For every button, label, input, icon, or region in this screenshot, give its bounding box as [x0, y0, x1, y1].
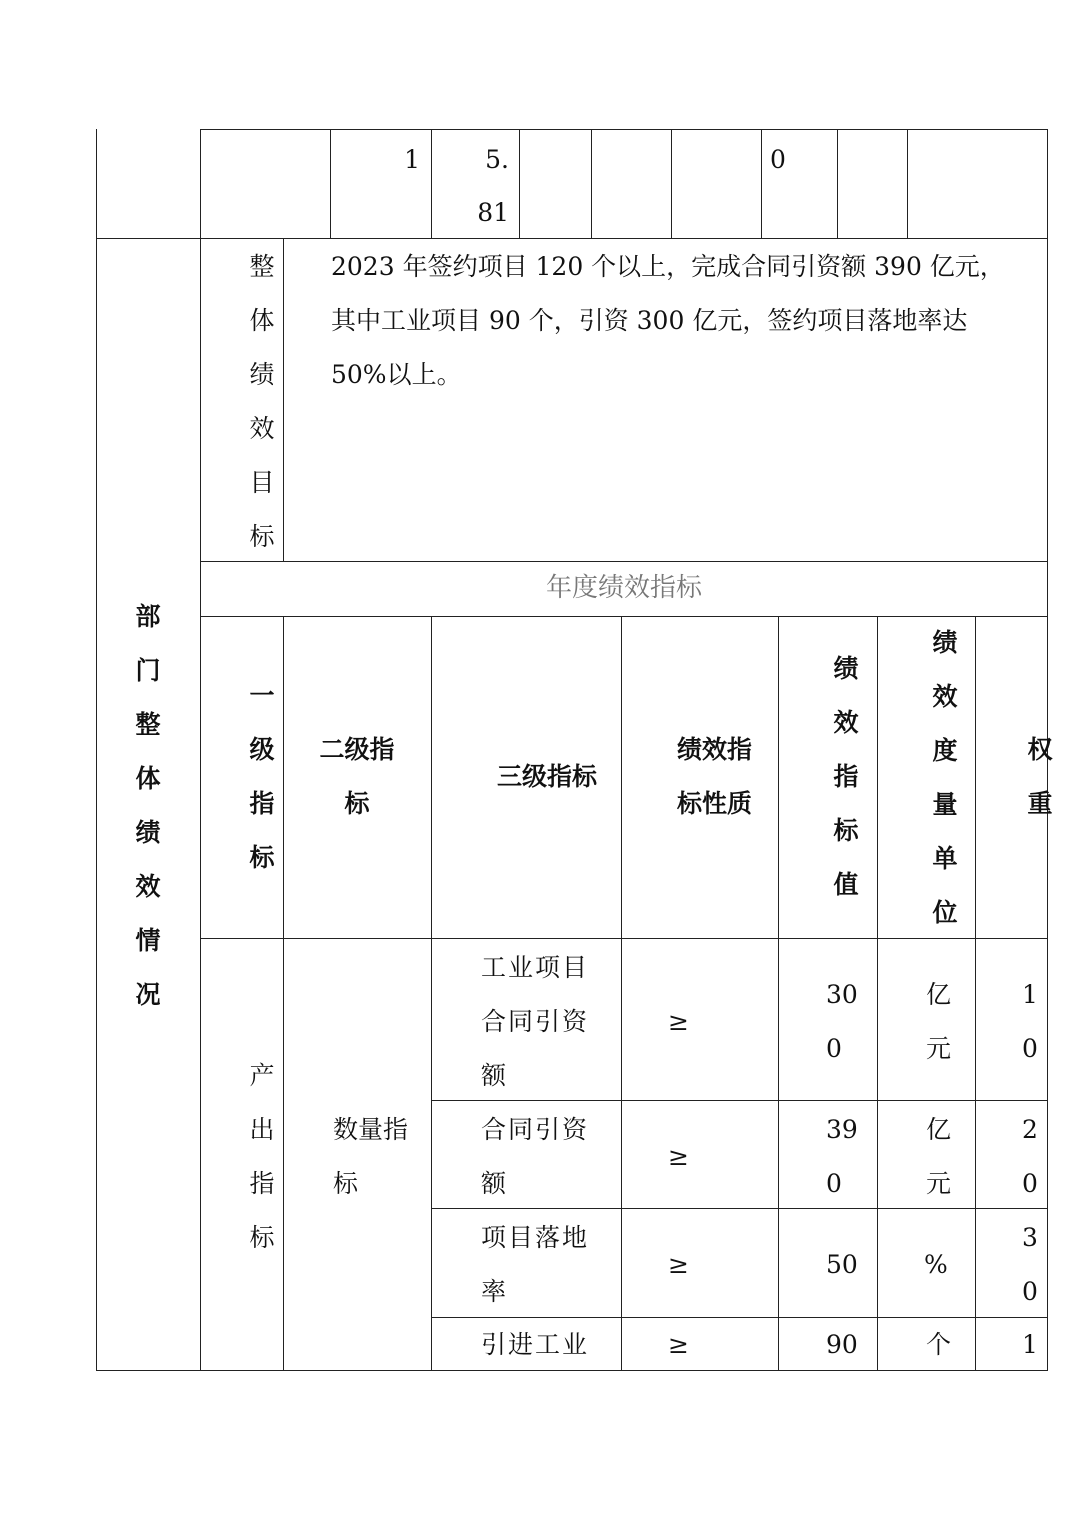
rule-3 [200, 616, 1048, 617]
row-3-unit: % [924, 1250, 948, 1279]
top-cell-1: 1 [404, 145, 420, 174]
row-3-value: 50 [826, 1250, 858, 1279]
rule-v-621 [621, 616, 622, 1371]
row-4-nature: ≥ [668, 1330, 689, 1359]
row-2-unit: 亿 元 [926, 1115, 952, 1198]
row-4-unit: 个 [926, 1330, 952, 1359]
top-cell-2b: 81 [477, 198, 509, 227]
row-4-name: 引进工业 [481, 1330, 590, 1359]
rule-v-top-519 [519, 129, 520, 239]
row-3-weight: 3 0 [1022, 1223, 1038, 1306]
rule-v-goal [283, 238, 284, 562]
rule-v-top-837 [837, 129, 838, 239]
top-cell-3: 0 [770, 145, 786, 174]
rule-v-877 [877, 616, 878, 1371]
rule-1 [96, 238, 1048, 239]
row-3-nature: ≥ [668, 1250, 689, 1279]
row-4-value: 90 [826, 1330, 858, 1359]
row-3-name: 项目落地 率 [481, 1223, 590, 1306]
header-value: 绩 效 指 标 值 [833, 654, 859, 899]
row-1-name: 工业项目 合同引资 额 [481, 953, 590, 1090]
rule-v-top-591 [591, 129, 592, 239]
row-4-weight: 1 [1022, 1330, 1038, 1359]
row-1-weight: 1 0 [1022, 980, 1038, 1063]
overall-goal-text: 2023 年签约项目 120 个以上，完成合同引资额 390 亿元， 其中工业项目 90 个，引资 300 亿元，签约项目落地率达 50%以上。 [331, 252, 1005, 389]
row-1-value: 30 0 [826, 980, 858, 1063]
header-level3: 三级指标 [497, 762, 598, 791]
row-1-unit: 亿 元 [926, 980, 952, 1063]
header-level2: 二级指 标 [319, 735, 395, 818]
header-level1: 一 级 指 标 [249, 681, 275, 872]
rule-v-top-761 [761, 129, 762, 239]
output-indicator-label: 产 出 指 标 [249, 1061, 275, 1252]
overall-goal-label: 整 体 绩 效 目 标 [249, 252, 275, 551]
quantity-indicator-label: 数量指 标 [333, 1115, 409, 1198]
row-1-nature: ≥ [668, 1007, 689, 1036]
annual-indicators-title: 年度绩效指标 [545, 573, 702, 603]
rule-v-975 [975, 616, 976, 1371]
rule-top [200, 129, 1048, 130]
rule-v-431 [431, 616, 432, 1371]
row-2-weight: 2 0 [1022, 1115, 1038, 1198]
rule-v-top-907 [907, 129, 908, 239]
rule-v-left [96, 129, 97, 1371]
header-unit: 绩 效 度 量 单 位 [932, 628, 958, 927]
row-2-name: 合同引资 额 [481, 1115, 590, 1198]
rule-v-top-671 [671, 129, 672, 239]
section-label-department: 部 门 整 体 绩 效 情 况 [135, 602, 161, 1009]
row-2-value: 39 0 [826, 1115, 858, 1198]
row-2-nature: ≥ [668, 1142, 689, 1171]
header-nature: 绩效指 标性质 [677, 735, 753, 818]
header-weight: 权 重 [1027, 735, 1053, 818]
top-cell-2a: 5. [485, 145, 509, 174]
rule-v-778 [778, 616, 779, 1371]
rule-v-200 [200, 129, 201, 1371]
rule-4 [200, 938, 1048, 939]
